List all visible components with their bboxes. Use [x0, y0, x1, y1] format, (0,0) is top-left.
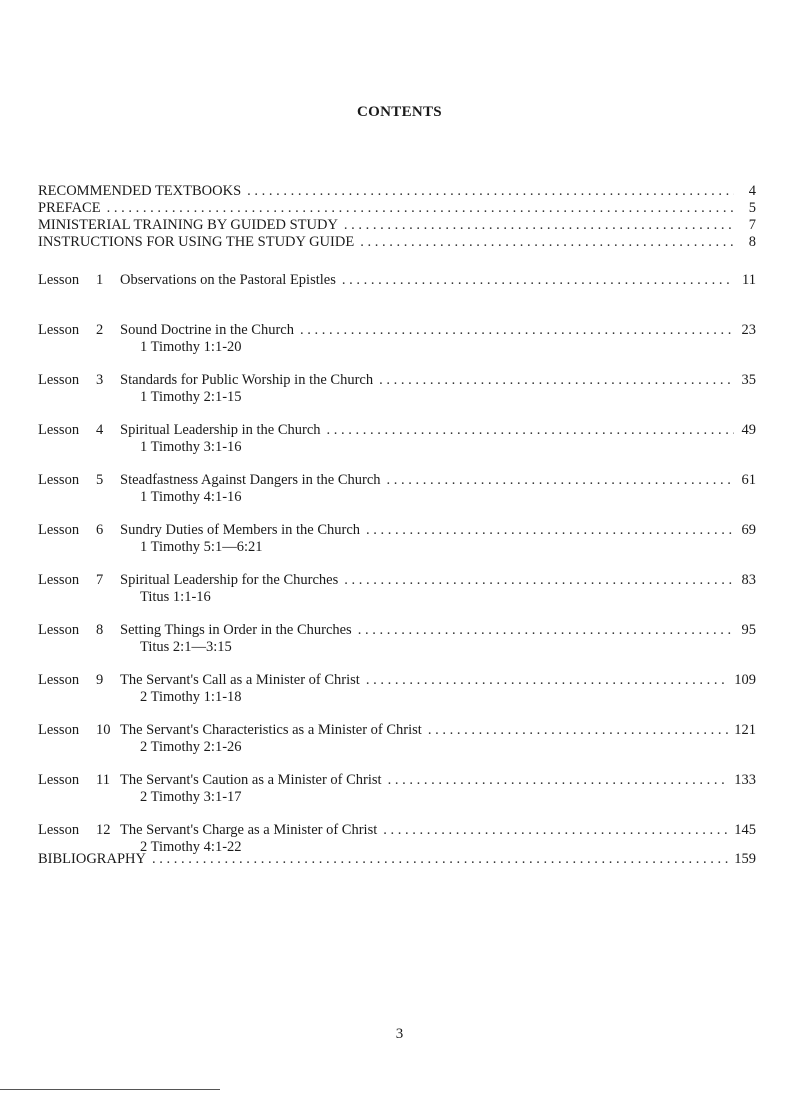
lesson-number: Lesson 12 [38, 822, 111, 838]
lesson-scripture-ref: Titus 1:1-16 [140, 589, 211, 605]
lesson-entry[interactable] [38, 622, 756, 672]
lesson-number: Lesson 6 [38, 522, 104, 538]
lesson-entry[interactable] [38, 372, 756, 422]
dot-leader [387, 472, 734, 489]
dot-leader [366, 672, 728, 689]
lesson-title: Sound Doctrine in the Church [120, 322, 294, 338]
dot-leader [358, 622, 734, 639]
dot-leader [300, 322, 734, 339]
lesson-title: Steadfastness Against Dangers in the Church [120, 472, 381, 488]
toc-entry-page: 159 [734, 851, 756, 867]
lesson-number: Lesson 7 [38, 572, 104, 588]
lesson-number: Lesson 9 [38, 672, 104, 688]
lesson-entry[interactable] [38, 522, 756, 572]
dot-leader [379, 372, 734, 389]
lesson-page: 95 [741, 622, 756, 638]
lesson-title: Setting Things in Order in the Churches [120, 622, 352, 638]
page-number: 3 [395, 1026, 404, 1042]
lesson-list [38, 272, 756, 872]
lesson-page: 145 [734, 822, 756, 838]
lesson-entry[interactable] [38, 322, 756, 372]
dot-leader [360, 234, 734, 251]
dot-leader [388, 772, 729, 789]
front-matter-list [38, 183, 756, 251]
toc-entry-label: MINISTERIAL TRAINING BY GUIDED STUDY [38, 217, 338, 233]
toc-entry-label: INSTRUCTIONS FOR USING THE STUDY GUIDE [38, 234, 355, 250]
dot-leader [327, 422, 734, 439]
toc-entry-page: 8 [748, 234, 756, 250]
toc-entry[interactable] [38, 217, 756, 234]
lesson-title: The Servant's Characteristics as a Minister of Christ [120, 722, 422, 738]
toc-entry[interactable] [38, 183, 756, 200]
bibliography-entry[interactable] [38, 851, 756, 868]
dot-leader [366, 522, 734, 539]
toc-entry-label: BIBLIOGRAPHY [38, 851, 146, 867]
lesson-entry[interactable] [38, 672, 756, 722]
toc-entry-page: 7 [748, 217, 756, 233]
lesson-scripture-ref: 2 Timothy 1:1-18 [140, 689, 242, 705]
dot-leader [152, 851, 728, 868]
lesson-page: 23 [741, 322, 756, 338]
lesson-number: Lesson 2 [38, 322, 104, 338]
lesson-entry[interactable] [38, 572, 756, 622]
lesson-number: Lesson 4 [38, 422, 104, 438]
lesson-scripture-ref: 1 Timothy 5:1—6:21 [140, 539, 263, 555]
lesson-number: Lesson 3 [38, 372, 104, 388]
lesson-scripture-ref: 2 Timothy 3:1-17 [140, 789, 242, 805]
dot-leader [344, 572, 734, 589]
lesson-page: 121 [734, 722, 756, 738]
toc-entry-page: 5 [748, 200, 756, 216]
lesson-scripture-ref: 2 Timothy 2:1-26 [140, 739, 242, 755]
dot-leader [344, 217, 734, 234]
dot-leader [383, 822, 728, 839]
lesson-page: 61 [741, 472, 756, 488]
lesson-page: 69 [741, 522, 756, 538]
footer-rule [0, 1089, 220, 1090]
lesson-scripture-ref: 1 Timothy 4:1-16 [140, 489, 242, 505]
lesson-title: The Servant's Call as a Minister of Christ [120, 672, 360, 688]
dot-leader [342, 272, 734, 289]
lesson-entry[interactable] [38, 472, 756, 522]
lesson-title: Observations on the Pastoral Epistles [120, 272, 336, 288]
lesson-page: 109 [734, 672, 756, 688]
lesson-scripture-ref: 1 Timothy 1:1-20 [140, 339, 242, 355]
lesson-title: The Servant's Caution as a Minister of Christ [120, 772, 382, 788]
toc-entry-page: 4 [748, 183, 756, 199]
lesson-page: 35 [741, 372, 756, 388]
dot-leader [428, 722, 728, 739]
page-title: CONTENTS [357, 104, 442, 120]
lesson-page: 83 [741, 572, 756, 588]
lesson-title: The Servant's Charge as a Minister of Christ [120, 822, 378, 838]
lesson-scripture-ref: 1 Timothy 3:1-16 [140, 439, 242, 455]
dot-leader [107, 200, 734, 217]
lesson-scripture-ref: 2 Timothy 4:1-22 [140, 839, 242, 855]
lesson-number: Lesson 1 [38, 272, 104, 288]
lesson-scripture-ref: 1 Timothy 2:1-15 [140, 389, 242, 405]
lesson-entry[interactable] [38, 272, 756, 322]
lesson-title: Standards for Public Worship in the Church [120, 372, 374, 388]
lesson-entry[interactable] [38, 422, 756, 472]
lesson-entry[interactable] [38, 772, 756, 822]
toc-entry[interactable] [38, 200, 756, 217]
lesson-entry[interactable] [38, 722, 756, 772]
lesson-title: Spiritual Leadership for the Churches [120, 572, 339, 588]
lesson-number: Lesson 11 [38, 772, 110, 788]
lesson-number: Lesson 8 [38, 622, 104, 638]
lesson-page: 11 [742, 272, 756, 288]
dot-leader [247, 183, 734, 200]
lesson-scripture-ref: Titus 2:1—3:15 [140, 639, 232, 655]
lesson-page: 49 [741, 422, 756, 438]
lesson-page: 133 [734, 772, 756, 788]
toc-entry[interactable] [38, 234, 756, 251]
lesson-title: Spiritual Leadership in the Church [120, 422, 321, 438]
lesson-title: Sundry Duties of Members in the Church [120, 522, 361, 538]
toc-entry-label: PREFACE [38, 200, 101, 216]
lesson-number: Lesson 10 [38, 722, 111, 738]
toc-entry-label: RECOMMENDED TEXTBOOKS [38, 183, 242, 199]
lesson-number: Lesson 5 [38, 472, 104, 488]
